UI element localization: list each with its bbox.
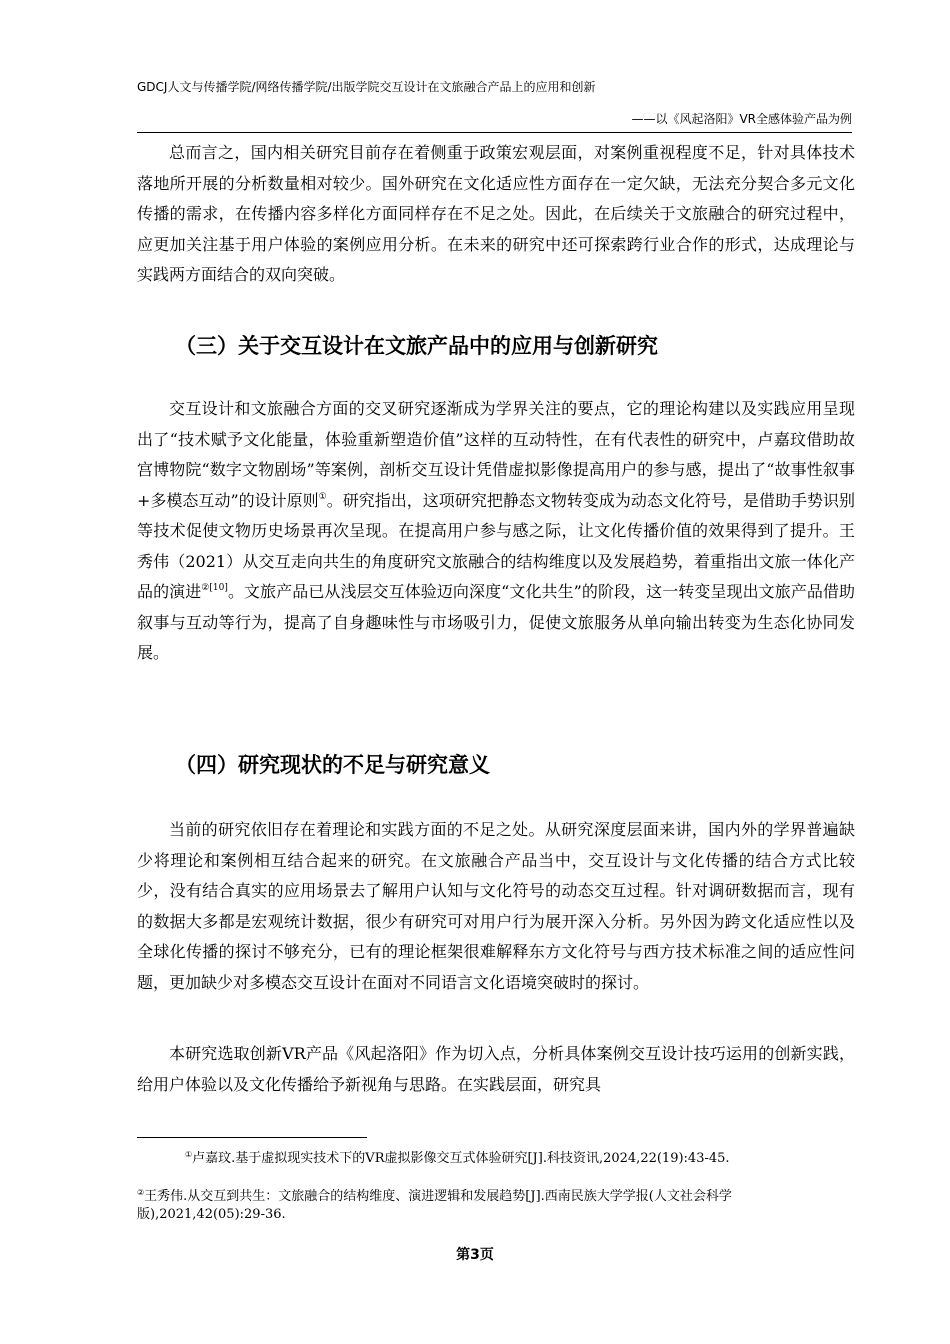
running-header-subtitle: ——以《风起洛阳》VR全感体验产品为例	[631, 112, 852, 126]
section-heading-3: （三）关于交互设计在文旅产品中的应用与创新研究	[175, 334, 658, 358]
paragraph-research-significance: 本研究选取创新VR产品《风起洛阳》作为切入点，分析具体案例交互设计技巧运用的创新实践，给用户体验以及文化传播给予新视角与思路。在实践层面，研究具	[137, 1044, 855, 1094]
section-heading-4: （四）研究现状的不足与研究意义	[175, 753, 490, 777]
footnote-1	[137, 1150, 885, 1168]
footnote-2	[137, 1188, 855, 1224]
page-number: 第3页	[456, 1247, 494, 1263]
paragraph-interaction-design	[137, 394, 855, 669]
footnote-text-2: 王秀伟.从交互到共生：文旅融合的结构维度、演进逻辑和发展趋势[J].西南民族大学学报(人文社会科学版),2021,42(05):29-36.	[137, 1189, 732, 1222]
footnote-ref-2[interactable]: ②[10]	[201, 583, 228, 593]
header-divider	[137, 132, 852, 133]
paragraph-summary: 总而言之，国内相关研究目前存在着侧重于政策宏观层面，对案例重视程度不足，针对具体技术落地所开展的分析数量相对较少。国外研究在文化适应性方面存在一定欠缺，无法充分契合多元文化传播的需求，在传播内容多样化方面同样存在不足之处。因此，在后续关于文旅融合的研究过程中，应更加关注基于用户体验的案例应用分析。在未来的研究中还可探索跨行业合作的形式，达成理论与实践两方面结合的双向突破。	[137, 143, 855, 284]
paragraph-research-gaps: 当前的研究依旧存在着理论和实践方面的不足之处。从研究深度层面来讲，国内外的学界普遍缺少将理论和案例相互结合起来的研究。在文旅融合产品当中，交互设计与文化传播的结合方式比较少，没有结合真实的应用场景去了解用户认知与文化符号的动态交互过程。针对调研数据而言，现有的数据大多都是宏观统计数据，很少有研究可对用户行为展开深入分析。另外因为跨文化适应性以及全球化传播的探讨不够充分，已有的理论框架很难解释东方文化符号与西方技术标准之间的适应性问题，更加缺少对多模态交互设计在面对不同语言文化语境突破时的探讨。	[137, 820, 855, 992]
footnote-mark-2: ②	[137, 1188, 145, 1197]
footnote-ref-1[interactable]: ①	[318, 491, 327, 502]
paragraph-text-part-1: 交互设计和文旅融合方面的交叉研究逐渐成为学界关注的要点，它的理论构建以及实践应用呈现出了“技术赋予文化能量，体验重新塑造价值”这样的互动特性，在有代表性的研究中，卢嘉玟借助故宫博物院“数字文物剧场”等案例，剖析交互设计凭借虚拟影像提高用户的参与感，提出了“故事性叙事+多模态互动”的设计原则	[137, 399, 855, 510]
footnote-text-1: 卢嘉玟.基于虚拟现实技术下的VR虚拟影像交互式体验研究[J].科技资讯,2024,22(19):43-45.	[192, 1151, 730, 1166]
paragraph-text-part-3: 。文旅产品已从浅层交互体验迈向深度“文化共生”的阶段，这一转变呈现出文旅产品借助叙事与互动等行为，提高了自身趣味性与市场吸引力，促使文旅服务从单向输出转变为生态化协同发展。	[137, 582, 855, 662]
footnote-mark-1: ①	[185, 1150, 193, 1159]
paragraph-text-part-2: 。研究指出，这项研究把静态文物转变成为动态文化符号，是借助手势识别等技术促使文物历史场景再次呈现。在提高用户参与感之际，让文化传播价值的效果得到了提升。王秀伟（2021）从交互走向共生的角度研究文旅融合的结构维度以及发展趋势，着重指出文旅一体化产品的演进	[137, 490, 855, 601]
running-header-title: GDCJ人文与传播学院/网络传播学院/出版学院交互设计在文旅融合产品上的应用和创新	[137, 80, 596, 94]
footnote-divider	[137, 1137, 367, 1138]
